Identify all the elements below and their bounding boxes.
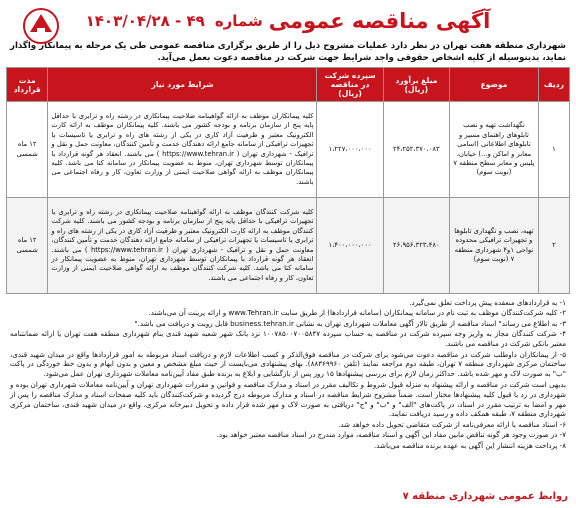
notice-footer (8, 488, 568, 504)
note-item: ۵- از پیمانکاران داوطلب شرکت در مناقصه دعوت می‌شود برای شرکت در مناقصه فوق‌الذکر و کسب اطلاعات لازم و دریافت اسناد مربوطه به امور قراردادها واقع در میدان شهید قندی، ساختمان مرکزی شهرداری منطقه ۷ تهران، طبقه دوم مراجعه نمایند (تلفن ۸۸۳۶۹۹۶۰). بهای پیشنهادی می‌بایست از حیث مبلغ مشخص و معین و بدون ابهام و بدون خط خوردگی در پاکت "ب" به صورت لاک و مهر شده باشد. حداکثر زمان لازم برای بررسی پیشنهادها ۱۵ روز پس از بازگشایی و ابلاغ به برنده طبق مفاد آیین‌نامه معاملات شهرداری تهران عمل می‌شود. (10, 349, 566, 379)
col-header-row-number: ردیف (538, 68, 569, 102)
table-header-row (7, 68, 570, 102)
col-header-deposit: سپرده شرکت در مناقصه (ریال) (317, 68, 383, 102)
note-item: بدیهی است شرکت در مناقصه و ارائه پیشنهاد به منزله قبول شروط و تکالیف مقرر در اسناد و مدارک مناقصه و قوانین و مقررات شهرداری تهران و آیین‌نامه معاملات شهرداری تهران بوده و شهرداری در رد یا قبول کلیه پیشنهادها مختار است. ضمناً مشروح شرایط مناقصه در اسناد و مدارک مربوطه درج گردیده و شرکت‌کنندگان باید کلیه صفحات اسناد و مدارک مناقصه را پس از مهر و امضا به ترتیب مقرر در اسناد، در پاکت‌های "الف" و "ب" و "ج" دریافتی به صورت لاک و مهر شده قرار داده و تحویل دبیرخانه مرکزی، واقع در میدان شهید قندی، ساختمان مرکزی شهرداری منطقه ۷، طبقه همکف داده و رسید دریافت نمایند. (10, 379, 566, 419)
col-header-requirements: شرایط مورد نیاز (48, 68, 317, 102)
row-number: ۲ (538, 198, 569, 294)
row-duration: ۱۲ ماه شمسی (7, 198, 48, 294)
note-item: ۳- به اطلاع می رساند" اسناد مناقصه از طریق تالار آگهی معاملات شهرداری تهران به نشانی business.tehran.ir قابل رویت و دریافت می باشد." (134, 318, 566, 328)
row-requirements: کلیه پیمانکاران موظف به ارائه گواهینامه صلاحیت پیمانکاری در رشته راه و ترابری با حداقل پایه پنج از سازمان برنامه و بودجه کشور می باشند. کلیه پیمانکاران موظف به ارائه کارت الکترونیک معتبر و ظرفیت آزاد کاری در یکی از رشته های راه و ترابری یا تاسیسات یا تجهیزات ترافیکی از سامانه جامع ارائه دهندگان خدمت و تأمین کنندگان، معاونت حمل و نقل و ترافیک - شهرداری تهران ( https://www.tehran.ir ) می باشند. انعقاد هر گونه قرارداد با پیمانکاران توسط شهرداری تهران، منوط به عضویت پیمانکار در سامانه کتا می باشد. کلیه پیمانکاران موظف به ارائه گواهی صلاحیت ایمنی از وزارت تعاون، کار و رفاه اجتماعی می باشند. (48, 102, 317, 198)
note-item: ۲- کلیه شرکت‌کنندگان موظف به ثبت نام در سامانه پیمانکاران (سامانه قراردادها) از طریق سایت www.Tehran.ir و ارائه پرینت آن می‌باشند. (148, 308, 566, 318)
notice-notes (6, 298, 570, 451)
row-number: ۱ (538, 102, 569, 198)
row-estimate: ۲۴،۲۵۲،۳۷۰،۰۸۳ (383, 102, 449, 198)
note-item: ۷- در صورت وجود هر گونه تناقض مابین مفاد این آگهی و اسناد مناقصه، موارد مندرج در اسناد مناقصه معتبر خواهد بود. (216, 430, 566, 440)
notice-title: آگهی مناقصه عمومی (268, 9, 491, 33)
tender-table (6, 67, 570, 294)
col-header-duration: مدت قرارداد (7, 68, 48, 102)
row-deposit: ۱،۴۰۰،۰۰۰،۰۰۰ (317, 198, 383, 294)
row-estimate: ۲۶،۹۵۶،۳۲۳،۴۸۰ (383, 198, 449, 294)
table-row (7, 102, 570, 198)
note-item: ۴- شرکت کنندگان مجاز به واریز وجه سپرده شرکت در مناقصه به حساب سپرده ۱۰۰۷۸۵۰۰۷۰۰۵۸۴۷ نزد بانک شهر شعبه شهید قندی بنام شهرداری منطقه هفت تهران یا ارائه ضمانتنامه معتبر بانکی شرکت در مناقصه می باشند. (10, 329, 566, 349)
notice-header (6, 4, 570, 38)
note-item: ۸- پرداخت هزینه انتشار این آگهی به عهده برنده مناقصه می‌باشد. (374, 440, 566, 450)
col-header-estimate: مبلغ برآورد (ریال) (383, 68, 449, 102)
row-requirements: کلیه شرکت کنندگان موظف به ارائه گواهینامه صلاحیت پیمانکاری در رشته راه و ترابری یا تجهیزات ترافیکی با حداقل پایه پنج از سازمان برنامه و بودجه کشور می باشند. کلیه شرکت کنندگان موظف به ارائه کارت الکترونیک معتبر و ظرفیت آزاد کاری در یکی از رشته های راه و ترابری یا تاسیسات یا تجهیزات ترافیکی از سامانه جامع ارائه دهندگان خدمت و تأمین کنندگان، معاونت حمل و نقل و ترافیک - شهرداری تهران ( https://www.tehran.ir ) می باشند. انعقاد هر گونه قرارداد با پیمانکاران توسط شهرداری تهران، منوط به عضویت پیمانکار در سامانه کتا می باشد. کلیه شرکت کنندگان موظف به ارائه گواهی صلاحیت ایمنی از وزارت تعاون، کار و رفاه اجتماعی می باشند. (48, 198, 317, 294)
note-item: ۱- به قراردادهای منعقده پیش پرداخت تعلق نمی‌گیرد. (409, 298, 566, 307)
municipality-logo-icon (18, 6, 64, 46)
row-duration: ۱۲ ماه شمسی (7, 102, 48, 198)
col-header-subject: موضوع (449, 68, 538, 102)
row-deposit: ۱،۲۲۷،۰۰۰،۰۰۰ (317, 102, 383, 198)
row-subject: نگهداشت تهیه و نصب تابلوهای راهنمای مسیر و تابلوهای اطلاعاتی (اسامی معابر و اماکن و...) خیابان، پلیس و معابر سطح منطقه ۷ (نوبت سوم) (449, 102, 538, 198)
public-relations-signature: روابط عمومی شهرداری منطقه ۷ (402, 490, 568, 502)
note-item: ۶- اسناد مناقصه با ارائه معرفی‌نامه از شرکت متقاضی تحویل داده خواهد شد. (338, 419, 566, 429)
notice-number: ۴۹ - ۱۴۰۳/۰۴/۲۸ (85, 12, 205, 30)
table-row (7, 198, 570, 294)
notice-intro: شهرداری منطقه هفت تهران در نظر دارد عملیات مشروح ذیل را از طریق برگزاری مناقصه عمومی طی یک مرحله به پیمانکار واگذار نماید، بدینوسیله از کلیه اشخاص حقوقی واجد شرایط جهت شرکت در مناقصه دعوت بعمل می‌آید. (10, 41, 566, 63)
row-subject: تهیه، نصب و نگهداری تابلوها و تجهیزات ترافیکی محدوده نواحی ۱و۴ شهرداری منطقه ۷ (نوبت سوم) (449, 198, 538, 294)
notice-number-label: شماره (214, 12, 263, 30)
